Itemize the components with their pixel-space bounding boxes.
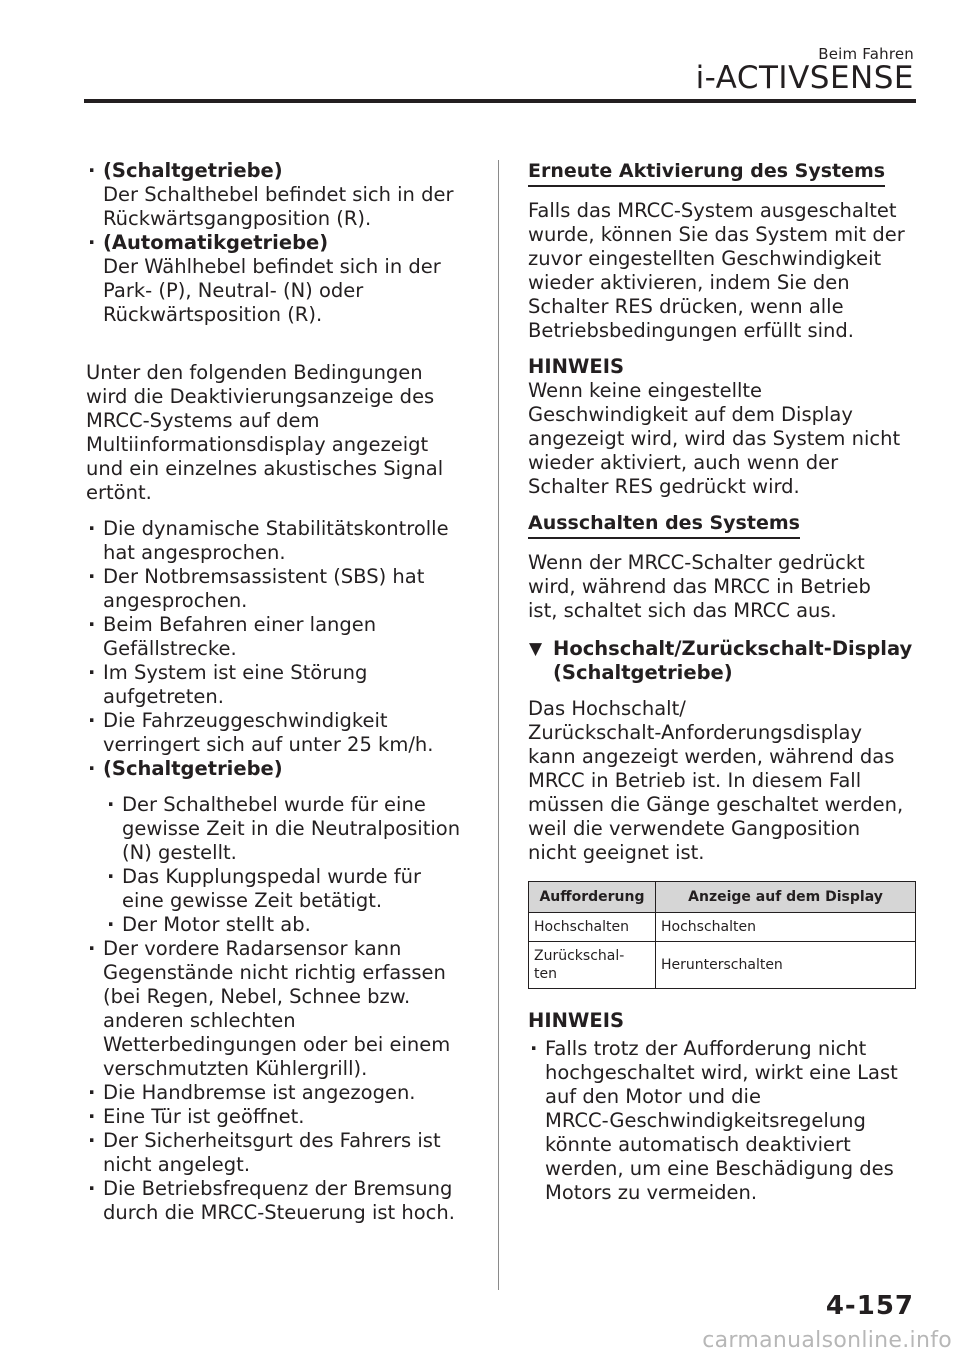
list-item-line: hochgeschaltet wird, wirkt eine Last (545, 1061, 898, 1084)
list-item-line: könnte automatisch deaktiviert (545, 1133, 851, 1156)
paragraph-line: nicht geeignet ist. (528, 841, 705, 864)
list-item-line: verringert sich auf unter 25 km/h. (103, 733, 434, 756)
list-item-line: aufgetreten. (103, 685, 224, 708)
reactivation-paragraph (528, 199, 916, 343)
paragraph-line: Multiinformationsdisplay angezeigt (86, 433, 429, 456)
spacer (528, 989, 916, 1009)
paragraph-line: weil die verwendete Gangposition (528, 817, 861, 840)
paragraph-line: wieder aktiviert, auch wenn der (528, 451, 839, 474)
list-item-line: · Die Handbremse ist angezogen. (103, 1081, 416, 1104)
list-item-line: durch die MRCC-Steuerung ist hoch. (103, 1201, 455, 1224)
paragraph-line: und ein einzelnes akustisches Signal (86, 457, 444, 480)
paragraph-line: Betriebsbedingungen erfüllt sind. (528, 319, 854, 342)
note-label: HINWEIS (528, 1009, 625, 1032)
table-cell: Zurückschal- ten (529, 942, 656, 989)
list-item-line: · Eine Tür ist geöffnet. (103, 1105, 305, 1128)
list-item-line: Wetterbedingungen oder bei einem (103, 1033, 451, 1056)
paragraph-line: Falls das MRCC-System ausgeschaltet (528, 199, 897, 222)
spacer (528, 865, 916, 881)
spacer (528, 187, 916, 199)
list-item-line: auf den Motor und die (545, 1085, 761, 1108)
table-cell: Hochschalten (656, 913, 916, 942)
subsection-heading-shift (528, 637, 916, 685)
spacer (528, 685, 916, 697)
list-item-line: · Beim Befahren einer langen (103, 613, 377, 636)
table-header-cell: Anzeige auf dem Display (656, 882, 916, 913)
list-item (86, 937, 486, 1081)
header-rule (84, 99, 916, 103)
note-paragraph (528, 379, 916, 499)
left-column (86, 159, 486, 1225)
paragraph-line: wurde, können Sie das System mit der (528, 223, 905, 246)
shift-table (528, 881, 916, 989)
note-label: HINWEIS (528, 355, 625, 378)
column-divider (498, 160, 499, 1290)
paragraph-line: Unter den folgenden Bedingungen (86, 361, 423, 384)
paragraph-line: Zurückschalt-Anforderungsdisplay (528, 721, 863, 744)
off-paragraph (528, 551, 916, 623)
header-section-label: Beim Fahren (818, 45, 914, 63)
list-item (86, 661, 486, 709)
paragraph-line: wird die Deaktivierungsanzeige des (86, 385, 435, 408)
list-item-line: anderen schlechten (103, 1009, 296, 1032)
list-item-line: · Im System ist eine Störung (103, 661, 368, 684)
list-item (86, 517, 486, 565)
paragraph-line: Schalter RES drücken, wenn alle (528, 295, 844, 318)
right-column (528, 159, 916, 1205)
page-number: 4-157 (825, 1291, 914, 1321)
heading-line: (Schaltgetriebe) (553, 661, 733, 684)
list-item (86, 709, 486, 757)
list-item (86, 159, 486, 231)
spacer (86, 327, 486, 361)
spacer (528, 539, 916, 551)
paragraph-line: Wenn der MRCC-Schalter gedrückt (528, 551, 865, 574)
table-row (529, 942, 916, 989)
list-item-heading: · (Automatikgetriebe) (103, 231, 329, 254)
list-item-line: nicht angelegt. (103, 1153, 251, 1176)
list-item (528, 1037, 916, 1205)
intro-paragraph (86, 361, 486, 505)
list-item-line: · Der Notbremsassistent (SBS) hat (103, 565, 425, 588)
list-item-line: Park- (P), Neutral- (N) oder (103, 279, 364, 302)
list-item-line: · Die Betriebsfrequenz der Bremsung (103, 1177, 453, 1200)
paragraph-line: angezeigt wird, wird das System nicht (528, 427, 901, 450)
spacer (528, 343, 916, 355)
list-item (86, 757, 486, 781)
spacer (86, 505, 486, 517)
list-item-line: · Der Schalthebel wurde für eine (122, 793, 426, 816)
table-cell: Hochschalten (529, 913, 656, 942)
paragraph-line: wieder aktivieren, indem Sie den (528, 271, 850, 294)
paragraph-line: MRCC in Betrieb ist. In diesem Fall (528, 769, 862, 792)
list-item-line: Rückwärtsgangposition (R). (103, 207, 372, 230)
list-item-line: (bei Regen, Nebel, Schnee bzw. (103, 985, 411, 1008)
triangle-down-icon: ▼ (529, 639, 543, 659)
paragraph-line: Geschwindigkeit auf dem Display (528, 403, 853, 426)
paragraph-line: Das Hochschalt/ (528, 697, 686, 720)
list-item-line: Der Schalthebel befindet sich in der (103, 183, 454, 206)
list-item (86, 231, 486, 327)
list-item (105, 913, 486, 937)
list-item-line: verschmutzten Kühlergrill). (103, 1057, 368, 1080)
list-item-line: Gegenstände nicht richtig erfassen (103, 961, 446, 984)
table-header-row (529, 882, 916, 913)
list-item-line: MRCC-Geschwindigkeitsregelung (545, 1109, 866, 1132)
paragraph-line: wird, während das MRCC in Betrieb (528, 575, 871, 598)
spacer (528, 499, 916, 511)
list-item-line: hat angesprochen. (103, 541, 286, 564)
list-item (86, 1129, 486, 1177)
heading-line: Hochschalt/Zurückschalt-Display (553, 637, 913, 660)
table-cell: Herunterschalten (656, 942, 916, 989)
watermark: carmanualsonline.info (702, 1328, 952, 1353)
table-header-cell: Aufforderung (529, 882, 656, 913)
list-item (86, 613, 486, 661)
list-item-line: angesprochen. (103, 589, 248, 612)
list-item-line: Rückwärtsposition (R). (103, 303, 323, 326)
shift-paragraph (528, 697, 916, 865)
section-heading-off: Ausschalten des Systems (528, 511, 800, 539)
list-item-line: Der Wählhebel befindet sich in der (103, 255, 441, 278)
list-item-line: Motors zu vermeiden. (545, 1181, 758, 1204)
list-item (86, 1081, 486, 1105)
table-row (529, 913, 916, 942)
list-item-line: · Das Kupplungspedal wurde für (122, 865, 422, 888)
list-item (86, 1177, 486, 1225)
list-item (86, 1105, 486, 1129)
section-heading-reactivation: Erneute Aktivierung des Systems (528, 159, 885, 187)
list-item-line: (N) gestellt. (122, 841, 237, 864)
list-item (105, 865, 486, 913)
list-item-line: · Die Fahrzeuggeschwindigkeit (103, 709, 388, 732)
list-item-line: · Der Sicherheitsgurt des Fahrers ist (103, 1129, 441, 1152)
list-item-line: · (Schaltgetriebe) (103, 757, 283, 780)
paragraph-line: zuvor eingestellten Geschwindigkeit (528, 247, 882, 270)
list-item-line: · Der vordere Radarsensor kann (103, 937, 402, 960)
spacer (86, 781, 486, 793)
list-item-line: · Falls trotz der Aufforderung nicht (545, 1037, 867, 1060)
paragraph-line: Schalter RES gedrückt wird. (528, 475, 800, 498)
list-item-line: eine gewisse Zeit betätigt. (122, 889, 383, 912)
spacer (528, 623, 916, 637)
paragraph-line: MRCC-Systems auf dem (86, 409, 320, 432)
list-item-line: werden, um eine Beschädigung des (545, 1157, 894, 1180)
paragraph-line: ertönt. (86, 481, 152, 504)
paragraph-line: ist, schaltet sich das MRCC aus. (528, 599, 837, 622)
list-item-line: · Der Motor stellt ab. (122, 913, 311, 936)
list-item (105, 793, 486, 865)
list-item-line: · Die dynamische Stabilitätskontrolle (103, 517, 449, 540)
list-item (86, 565, 486, 613)
paragraph-line: kann angezeigt werden, während das (528, 745, 895, 768)
list-item-line: gewisse Zeit in die Neutralposition (122, 817, 461, 840)
list-item-line: Gefällstrecke. (103, 637, 237, 660)
paragraph-line: müssen die Gänge geschaltet werden, (528, 793, 904, 816)
list-item-heading: · (Schaltgetriebe) (103, 159, 283, 182)
paragraph-line: Wenn keine eingestellte (528, 379, 763, 402)
header-title: i-ACTIVSENSE (695, 60, 914, 96)
